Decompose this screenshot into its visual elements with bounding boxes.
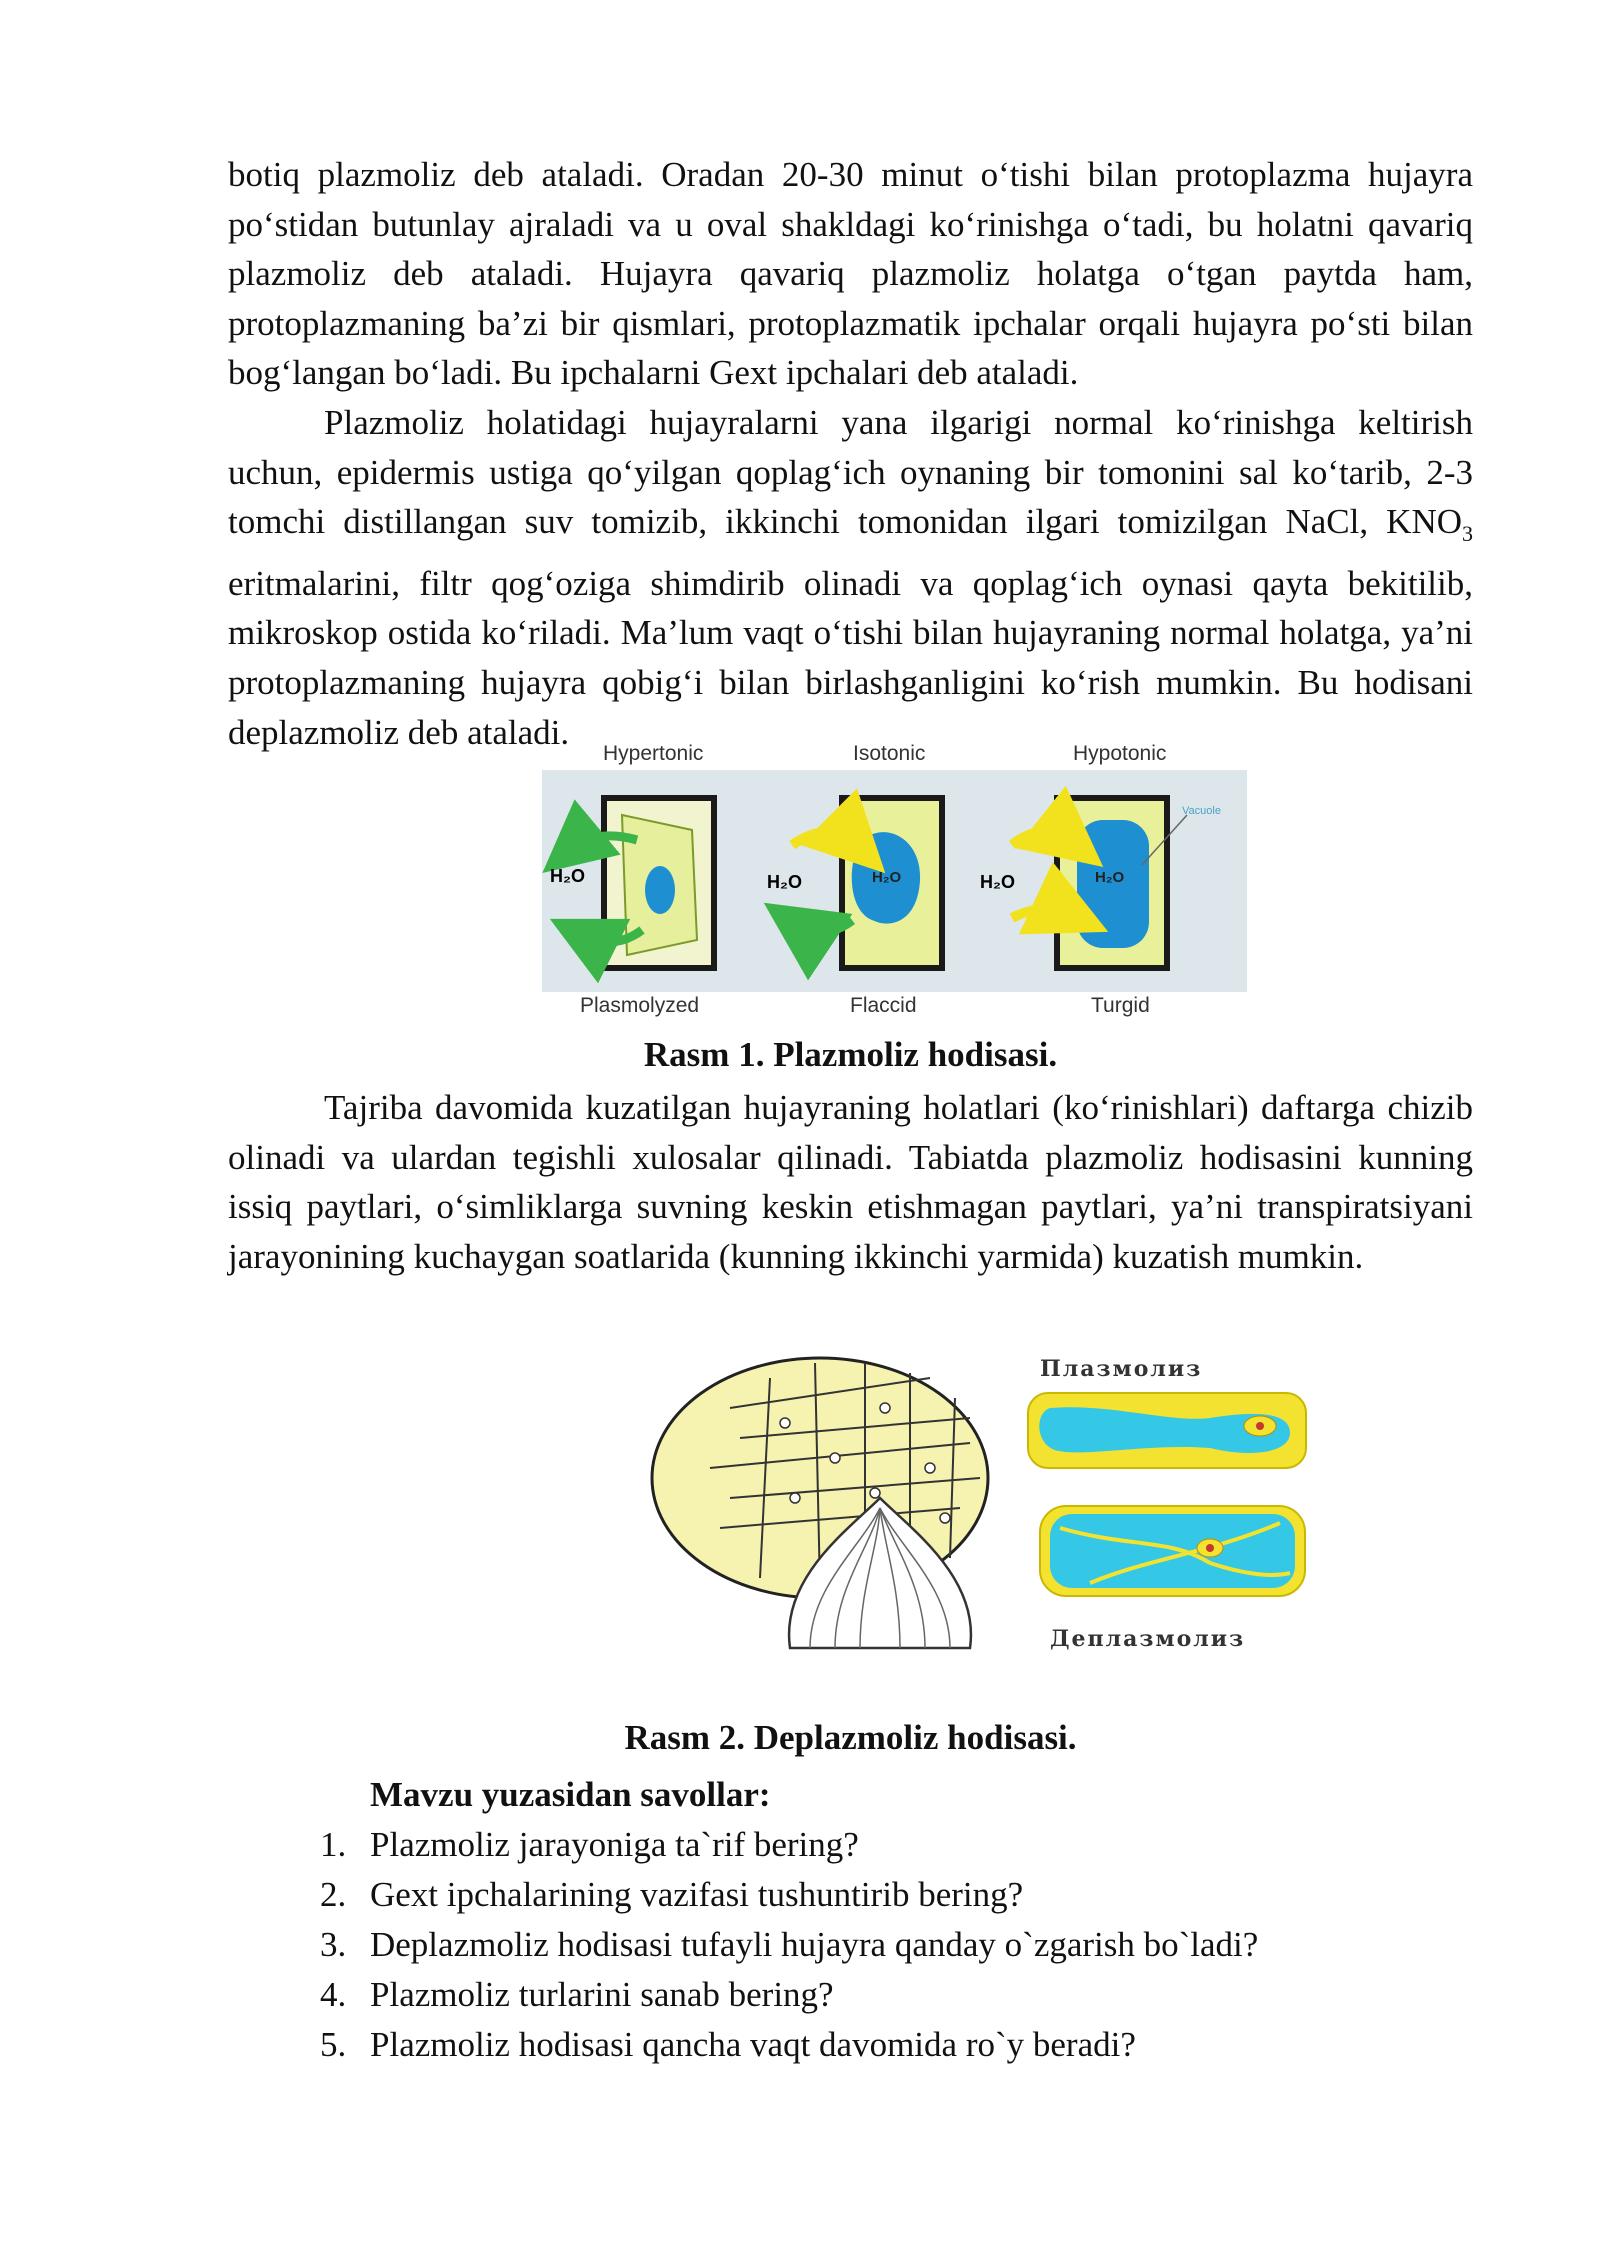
question-text: Plazmoliz turlarini sanab bering? xyxy=(370,1975,834,2014)
questions-heading: Mavzu yuzasidan savollar: xyxy=(370,1775,771,1814)
vacuole-label: Vacuole xyxy=(1182,805,1221,817)
h2o-label-3: H₂O xyxy=(980,872,1015,892)
paragraph-1: botiq plazmoliz deb ataladi. Oradan 20-30 minut o‘tishi bilan protoplazma hujayra po‘stidan butunlay ajraladi va u oval shakldagi ko‘rinishga o‘tadi, bu holatni qavariq plazmoliz deb ataladi. Hujayra qavariq plazmoliz holatga o‘tgan paytda ham, protoplazmaning ba’zi bir qismlari, protoplazmatik ipchalar orqali hujayra po‘sti bilan bog‘langan bo‘ladi. Bu ipchalarni Gext ipchalari deb ataladi. xyxy=(228,155,1473,393)
paragraph-2-part-1: Plazmoliz holatidagi hujayralarni yana ilgarigi normal ko‘rinishga keltirish uchun, epidermis ustiga qo‘yilgan qoplag‘ich oynaning bir tomonini sal ko‘tarib, 2-3 tomchi distillangan suv tomizib, ikkinchi tomonidan ilgari tomizilgan NaCl, KNO xyxy=(228,402,1473,542)
onion-cells-svg xyxy=(610,1348,1310,1678)
question-number: 2. xyxy=(320,1875,347,1914)
paragraph-2 xyxy=(228,398,1473,757)
question-text: Plazmoliz hodisasi qancha vaqt davomida ro`y beradi? xyxy=(370,2025,1136,2064)
question-number: 3. xyxy=(320,1925,347,1964)
figure-2-caption: Rasm 2. Deplazmoliz hodisasi. xyxy=(624,1718,1077,1757)
label-deplazmoliz: Деплазмолиз xyxy=(1050,1626,1246,1652)
question-item xyxy=(228,1820,1473,1870)
question-item xyxy=(228,1870,1473,1920)
h2o-inner-label-2: H₂O xyxy=(872,869,902,886)
questions-list xyxy=(228,1820,1473,2070)
question-item xyxy=(228,1920,1473,1970)
figure-1-caption: Rasm 1. Plazmoliz hodisasi. xyxy=(643,1035,1058,1074)
question-text: Plazmoliz jarayoniga ta`rif bering? xyxy=(370,1825,859,1864)
question-item xyxy=(228,1970,1473,2020)
text-block-top xyxy=(228,150,1473,757)
paragraph-3: Tajriba davomida kuzatilgan hujayraning holatlari (ko‘rinishlari) daftarga chizib olinadi va ulardan tegishli xulosalar qilinadi. Tabiatda plazmoliz hodisasini kunning issiq paytlari, o‘simliklarga suvning keskin etishmagan paytlari, ya’ni transpiratsiyani jarayonining kuchaygan soatlarida (kunning ikkinchi yarmida) kuzatish mumkin. xyxy=(228,1088,1473,1276)
h2o-label-1: H₂O xyxy=(550,866,585,886)
label-plasmoliz: Плазмолиз xyxy=(1040,1356,1203,1382)
label-isotonic: Isotonic xyxy=(853,742,926,765)
figure-1-osmosis-diagram xyxy=(528,742,1276,1024)
question-text: Deplazmoliz hodisasi tufayli hujayra qanday o`zgarish bo`ladi? xyxy=(370,1925,1259,1964)
question-number: 5. xyxy=(320,2025,347,2064)
label-plasmolyzed: Plasmolyzed xyxy=(580,994,700,1017)
question-item xyxy=(228,2020,1473,2070)
question-text: Gext ipchalarining vazifasi tushuntirib bering? xyxy=(370,1875,1024,1914)
label-hypertonic: Hypertonic xyxy=(603,742,704,765)
text-block-middle xyxy=(228,1083,1473,1281)
label-hypotonic: Hypotonic xyxy=(1073,742,1167,765)
question-number: 4. xyxy=(320,1975,347,2014)
figure-2-onion-cells xyxy=(610,1348,1310,1678)
paragraph-2-part-2: eritmalarini, filtr qog‘oziga shimdirib olinadi va qoplag‘ich oynasi qayta bekitilib, mikroskop ostida ko‘riladi. Ma’lum vaqt o‘tishi bilan hujayraning normal holatga, ya’ni protoplazmaning hujayra qobig‘i bilan birlashganligini ko‘rish mumkin. Bu hodisani deplazmoliz deb ataladi. xyxy=(228,563,1473,752)
questions-section xyxy=(228,1770,1473,2070)
h2o-inner-label-3: H₂O xyxy=(1095,869,1125,886)
cell-diagram-svg xyxy=(542,770,1247,992)
label-flaccid: Flaccid xyxy=(850,994,917,1017)
h2o-label-2: H₂O xyxy=(767,872,802,892)
question-number: 1. xyxy=(320,1825,347,1864)
subscript-3: 3 xyxy=(1462,521,1473,547)
label-turgid: Turgid xyxy=(1091,994,1150,1017)
